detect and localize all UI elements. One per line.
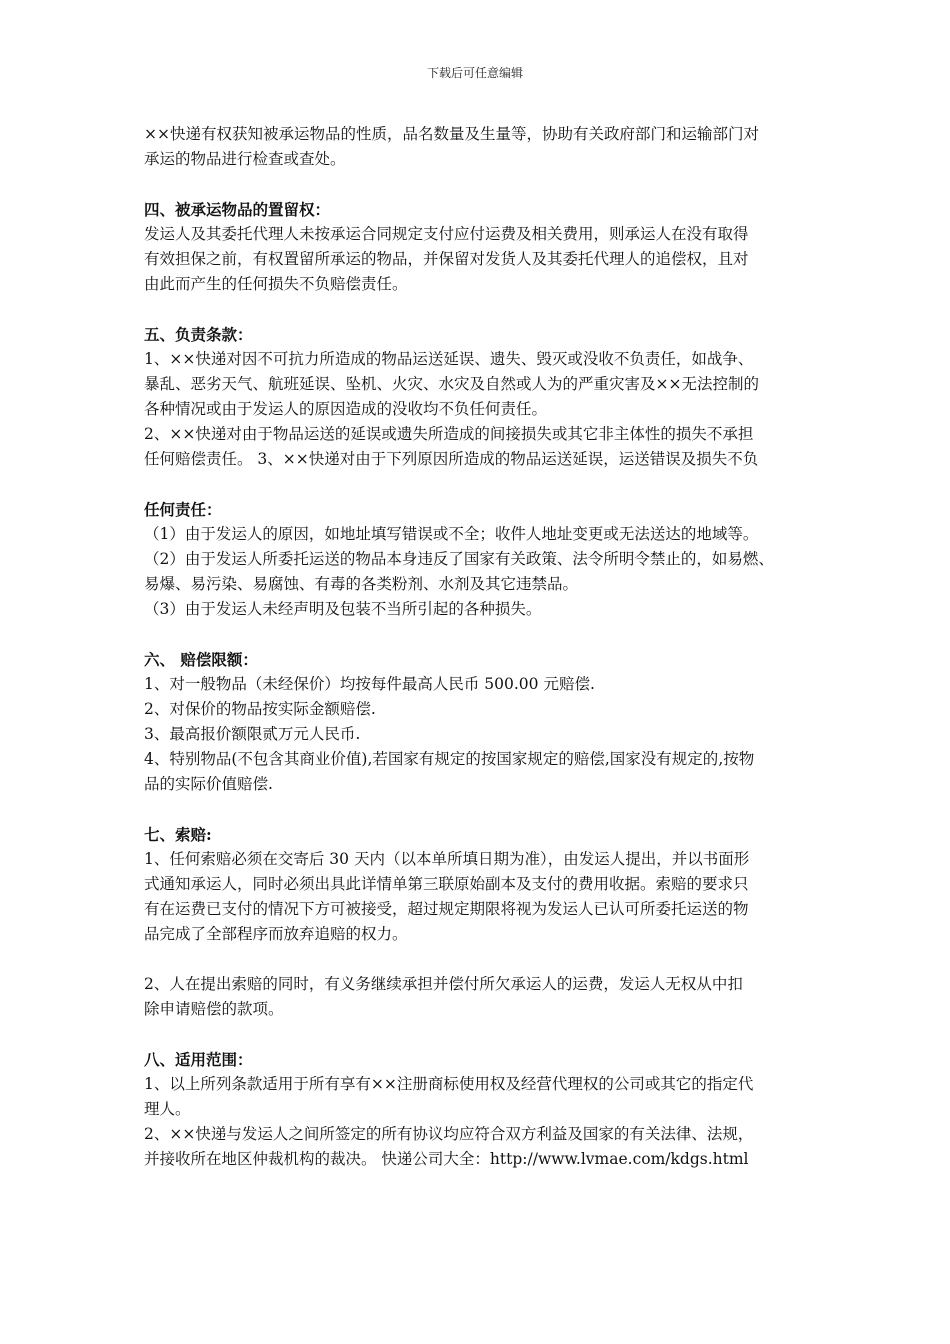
section-heading: 七、索赔: bbox=[144, 825, 212, 844]
text-line: 理人。 bbox=[144, 1100, 191, 1118]
text-line: （3）由于发运人未经声明及包装不当所引起的各种损失。 bbox=[144, 600, 542, 618]
section-spacer bbox=[144, 1022, 816, 1047]
page-header: 下载后可任意编辑 bbox=[426, 66, 523, 80]
text-line: （2）由于发运人所委托运送的物品本身违反了国家有关政策、法令所明令禁止的，如易燃、 bbox=[144, 550, 774, 568]
text-line: 除申请赔偿的款项。 bbox=[144, 1000, 284, 1018]
text-line: 各种情况或由于发运人的原因造成的没收均不负任何责任。 bbox=[144, 400, 548, 418]
text-line: 2、对保价的物品按实际金额赔偿. bbox=[144, 700, 376, 718]
section-heading: 八、适用范围： bbox=[144, 1050, 253, 1069]
section-heading: 四、被承运物品的置留权： bbox=[144, 200, 331, 219]
text-line: 品完成了全部程序而放弃追赔的权力。 bbox=[144, 925, 408, 943]
text-line: （1）由于发运人的原因，如地址填写错误或不全；收件人地址变更或无法送达的地域等。 bbox=[144, 525, 759, 543]
text-line: 易爆、易污染、易腐蚀、有毒的各类粉剂、水剂及其它违禁品。 bbox=[144, 575, 579, 593]
text-line: 并接收所在地区仲裁机构的裁决。 快递公司大全：http://www.lvmae.com/kdgs.html bbox=[144, 1150, 749, 1168]
text-line: 4、特别物品(不包含其商业价值),若国家有规定的按国家规定的赔偿,国家没有规定的,按物 bbox=[144, 750, 755, 768]
text-line: 暴乱、恶劣天气、航班延误、坠机、火灾、水灾及自然或人为的严重灾害及××无法控制的 bbox=[144, 375, 759, 393]
document-body bbox=[144, 122, 816, 1172]
text-line: 有在运费已支付的情况下方可被接受，超过规定期限将视为发运人已认可所委托运送的物 bbox=[144, 900, 749, 918]
text-line: 2、××快递与发运人之间所签定的所有协议均应符合双方利益及国家的有关法律、法规， bbox=[144, 1125, 754, 1143]
text-line: 2、人在提出索赔的同时，有义务继续承担并偿付所欠承运人的运费，发运人无权从中扣 bbox=[144, 975, 743, 993]
section-spacer bbox=[144, 472, 816, 497]
section-spacer bbox=[144, 297, 816, 322]
text-line: 1、任何索赔必须在交寄后 30 天内（以本单所填日期为准），由发运人提出，并以书面形 bbox=[144, 850, 750, 868]
section-spacer bbox=[144, 172, 816, 197]
paragraph-spacer bbox=[144, 947, 816, 972]
section-heading: 六、 赔偿限额： bbox=[144, 650, 258, 669]
text-line: 承运的物品进行检查或查处。 bbox=[144, 150, 346, 168]
section-spacer bbox=[144, 797, 816, 822]
text-line: 1、××快递对因不可抗力所造成的物品运送延误、遗失、毁灭或没收不负责任，如战争、 bbox=[144, 350, 754, 368]
text-line: 3、最高报价额限贰万元人民币. bbox=[144, 725, 361, 743]
text-line: 发运人及其委托代理人未按承运合同规定支付应付运费及相关费用，则承运人在没有取得 bbox=[144, 225, 749, 243]
section-heading: 任何责任： bbox=[144, 500, 222, 519]
text-line: 品的实际价值赔偿. bbox=[144, 775, 273, 793]
text-line: 式通知承运人，同时必须出具此详情单第三联原始副本及支付的费用收据。索赔的要求只 bbox=[144, 875, 749, 893]
text-line: 由此而产生的任何损失不负赔偿责任。 bbox=[144, 275, 408, 293]
section-heading: 五、负责条款： bbox=[144, 325, 253, 344]
text-line: 有效担保之前，有权置留所承运的物品，并保留对发货人及其委托代理人的追偿权，且对 bbox=[144, 250, 749, 268]
text-line: 1、以上所列条款适用于所有享有××注册商标使用权及经营代理权的公司或其它的指定代 bbox=[144, 1075, 754, 1093]
text-line: ××快递有权获知被承运物品的性质，品名数量及生量等，协助有关政府部门和运输部门对 bbox=[144, 125, 759, 143]
text-line: 2、××快递对由于物品运送的延误或遗失所造成的间接损失或其它非主体性的损失不承担 bbox=[144, 425, 754, 443]
text-line: 任何赔偿责任。 3、××快递对由于下列原因所造成的物品运送延误，运送错误及损失不负 bbox=[144, 450, 759, 468]
text-line: 1、对一般物品（未经保价）均按每件最高人民币 500.00 元赔偿. bbox=[144, 675, 595, 693]
section-spacer bbox=[144, 622, 816, 647]
